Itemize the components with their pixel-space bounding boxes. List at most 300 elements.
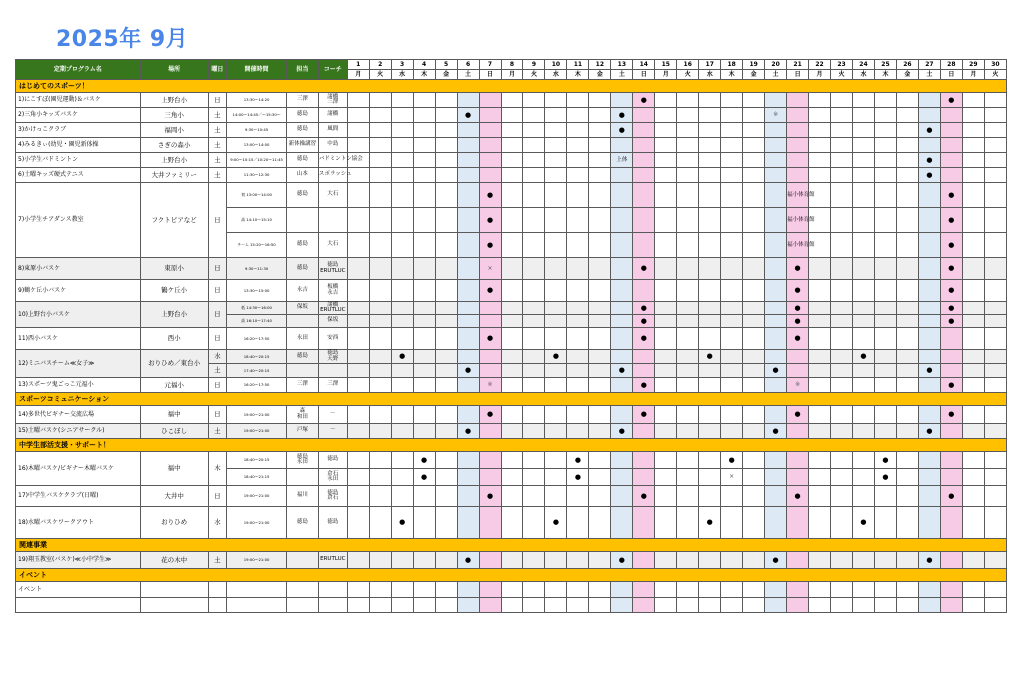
day-cell	[369, 258, 391, 280]
day-cell	[984, 168, 1006, 183]
day-cell	[699, 168, 721, 183]
day-cell	[831, 507, 853, 539]
day-cell	[501, 507, 523, 539]
session-dot: ●	[926, 125, 933, 134]
program-staff: 徳島	[286, 123, 318, 138]
day-cell	[962, 138, 984, 153]
program-coach: 倉石 永田	[318, 469, 347, 486]
day-cell	[501, 328, 523, 350]
day-cell	[918, 315, 940, 328]
program-name: 1)にこすぽ(園児運動)＆バスケ	[16, 93, 141, 108]
day-cell	[611, 350, 633, 364]
day-cell	[765, 123, 787, 138]
day-cell	[655, 93, 677, 108]
day-cell	[655, 123, 677, 138]
day-cell	[831, 168, 853, 183]
day-cell	[501, 168, 523, 183]
day-cell	[853, 350, 875, 364]
day-cell	[523, 108, 545, 123]
day-cell	[699, 93, 721, 108]
program-time: 16:20～17:50	[227, 328, 287, 350]
program-staff: 徳島	[286, 258, 318, 280]
day-cell	[523, 183, 545, 208]
day-cell	[435, 364, 457, 378]
day-cell	[831, 302, 853, 315]
program-weekday: 日	[208, 328, 227, 350]
day-cell	[435, 315, 457, 328]
day-cell	[457, 233, 479, 258]
day-cell	[457, 315, 479, 328]
day-cell	[787, 486, 809, 507]
day-cell	[369, 328, 391, 350]
day-cell	[567, 315, 589, 328]
session-dot: ●	[618, 125, 625, 134]
day-cell	[633, 364, 655, 378]
day-cell	[896, 258, 918, 280]
day-cell	[633, 406, 655, 424]
day-cell	[809, 153, 831, 168]
day-cell	[699, 598, 721, 613]
day-cell	[765, 598, 787, 613]
day-weekday: 日	[787, 70, 809, 80]
day-cell	[435, 486, 457, 507]
day-cell	[677, 406, 699, 424]
day-cell	[501, 452, 523, 469]
day-cell	[633, 486, 655, 507]
program-row	[16, 552, 1007, 569]
day-cell	[896, 552, 918, 569]
program-place: 西小	[140, 328, 208, 350]
day-cell	[369, 350, 391, 364]
day-cell	[853, 469, 875, 486]
cell-label: 福小体育館	[787, 191, 815, 198]
program-coach: 諸橋 ERUTLUC	[320, 301, 346, 313]
day-weekday: 土	[918, 70, 940, 80]
day-cell	[940, 598, 962, 613]
day-cell	[721, 328, 743, 350]
day-cell	[984, 93, 1006, 108]
program-row	[16, 350, 1007, 364]
day-cell	[413, 364, 435, 378]
program-coach: 大石	[318, 183, 347, 208]
day-cell	[369, 452, 391, 469]
day-cell	[567, 302, 589, 315]
day-cell	[940, 486, 962, 507]
day-weekday: 火	[984, 70, 1006, 80]
day-cell	[479, 424, 501, 439]
day-cell	[589, 364, 611, 378]
day-cell	[589, 93, 611, 108]
day-cell	[347, 582, 369, 598]
day-cell	[611, 378, 633, 393]
day-cell	[655, 582, 677, 598]
day-cell	[765, 350, 787, 364]
day-cell	[787, 183, 815, 208]
day-cell	[369, 208, 391, 233]
session-dot: ●	[640, 303, 647, 312]
day-cell	[655, 364, 677, 378]
program-weekday: 日	[208, 378, 227, 393]
day-cell	[589, 138, 611, 153]
day-cell	[809, 364, 831, 378]
day-cell	[765, 378, 787, 393]
session-dot: ●	[618, 555, 625, 564]
program-name: 9)鶴ケ丘小バスケ	[16, 280, 141, 302]
day-number: 3	[391, 60, 413, 70]
day-cell	[589, 452, 611, 469]
day-cell	[677, 424, 699, 439]
day-cell	[369, 233, 391, 258]
day-cell	[831, 123, 853, 138]
day-cell	[479, 598, 501, 613]
day-cell	[940, 424, 962, 439]
day-cell	[853, 364, 875, 378]
day-cell	[677, 507, 699, 539]
day-cell	[962, 507, 984, 539]
session-dot: ●	[464, 110, 472, 119]
day-cell	[391, 302, 413, 315]
day-cell	[809, 280, 831, 302]
header-time: 開催時間	[227, 60, 287, 80]
header-weekday: 曜日	[208, 60, 227, 80]
day-cell	[940, 378, 962, 393]
day-cell	[347, 406, 369, 424]
program-staff: 徳島	[286, 233, 318, 258]
day-cell	[721, 507, 743, 539]
day-cell	[896, 183, 918, 208]
day-number: 24	[853, 60, 875, 70]
program-time: 13:30～14:20	[227, 93, 287, 108]
day-cell	[853, 507, 875, 539]
day-cell	[831, 208, 853, 233]
session-dot: ●	[948, 491, 955, 500]
day-cell	[457, 452, 479, 469]
day-cell	[457, 280, 479, 302]
day-cell	[853, 108, 875, 123]
day-cell	[984, 208, 1006, 233]
day-cell	[918, 598, 940, 613]
day-cell	[369, 123, 391, 138]
day-cell	[567, 552, 589, 569]
day-cell	[479, 315, 501, 328]
day-cell	[655, 258, 677, 280]
day-cell	[874, 552, 896, 569]
day-cell	[391, 153, 413, 168]
day-cell	[413, 168, 435, 183]
day-cell	[347, 507, 369, 539]
day-cell	[787, 328, 809, 350]
day-cell	[589, 153, 611, 168]
day-cell	[655, 378, 677, 393]
day-cell	[677, 183, 699, 208]
day-cell	[809, 406, 831, 424]
day-cell	[589, 598, 611, 613]
program-row	[16, 406, 1007, 424]
day-cell	[809, 378, 831, 393]
program-time: 19:00～21:00	[227, 424, 287, 439]
day-cell	[918, 302, 940, 315]
day-cell	[347, 302, 369, 315]
section-header	[16, 80, 1007, 93]
day-cell	[391, 452, 413, 469]
day-cell	[765, 183, 787, 208]
day-cell	[721, 598, 743, 613]
day-cell	[611, 452, 633, 469]
day-cell	[567, 328, 589, 350]
day-cell	[699, 138, 721, 153]
program-weekday: 日	[208, 258, 227, 280]
day-cell	[347, 108, 369, 123]
session-dot: ●	[486, 190, 494, 199]
day-cell	[984, 350, 1006, 364]
day-cell	[765, 364, 787, 378]
program-row	[16, 183, 1007, 208]
day-cell	[391, 183, 413, 208]
program-time: チーム 15:20～16:50	[227, 233, 287, 258]
day-cell	[721, 364, 743, 378]
day-cell	[765, 424, 787, 439]
day-cell	[962, 598, 984, 613]
day-cell	[633, 552, 655, 569]
day-cell	[918, 364, 940, 378]
day-cell	[853, 93, 875, 108]
day-cell	[501, 424, 523, 439]
day-cell	[918, 452, 940, 469]
day-cell	[699, 552, 721, 569]
program-time: 18:40～21:15	[227, 469, 287, 486]
day-cell	[787, 258, 809, 280]
day-cell	[523, 208, 545, 233]
day-cell	[874, 280, 896, 302]
program-place: 福中	[140, 406, 208, 424]
program-weekday: 日	[208, 280, 227, 302]
day-cell	[633, 138, 655, 153]
day-cell	[589, 552, 611, 569]
day-cell	[347, 552, 369, 569]
day-cell	[479, 138, 501, 153]
day-cell	[721, 208, 743, 233]
day-cell	[611, 123, 633, 138]
day-cell	[853, 280, 875, 302]
day-cell	[699, 328, 721, 350]
day-cell	[984, 302, 1006, 315]
day-cell	[699, 208, 721, 233]
program-place: 三角小	[140, 108, 208, 123]
day-cell	[413, 302, 435, 315]
day-cell	[699, 153, 721, 168]
day-cell	[765, 93, 787, 108]
day-number: 4	[413, 60, 435, 70]
program-staff	[286, 469, 318, 486]
day-cell	[369, 153, 391, 168]
day-cell	[918, 183, 940, 208]
day-weekday: 日	[479, 70, 501, 80]
session-dot: ●	[486, 215, 494, 224]
day-cell	[743, 378, 765, 393]
day-weekday: 金	[743, 70, 765, 80]
program-weekday: 土	[208, 153, 227, 168]
day-cell	[347, 598, 369, 613]
day-cell	[479, 280, 501, 302]
day-cell	[721, 302, 743, 315]
day-cell	[874, 183, 896, 208]
day-cell	[896, 598, 918, 613]
program-time: 13:00～14:00	[227, 138, 287, 153]
day-cell	[391, 208, 413, 233]
day-cell	[347, 183, 369, 208]
day-cell	[413, 328, 435, 350]
day-cell	[435, 328, 457, 350]
day-cell	[413, 406, 435, 424]
day-cell	[787, 208, 815, 233]
day-cell	[743, 208, 765, 233]
day-cell	[984, 406, 1006, 424]
session-dot: ●	[926, 155, 933, 164]
day-cell	[545, 328, 567, 350]
program-coach: 徳島 天野	[318, 350, 347, 364]
day-cell	[984, 108, 1006, 123]
day-cell	[896, 315, 918, 328]
note-mark: ※	[773, 111, 779, 118]
day-cell	[369, 183, 391, 208]
day-cell	[853, 552, 875, 569]
program-weekday: 土	[208, 364, 227, 378]
day-cell	[413, 486, 435, 507]
day-cell	[699, 452, 721, 469]
day-cell	[479, 328, 501, 350]
day-cell	[962, 123, 984, 138]
day-cell	[655, 208, 677, 233]
day-cell	[853, 153, 875, 168]
day-cell	[787, 280, 809, 302]
day-cell	[633, 208, 655, 233]
program-name: 13)スポーツ鬼ごっこ元福小	[16, 378, 141, 393]
day-cell	[787, 582, 809, 598]
session-dot: ●	[618, 426, 625, 435]
day-cell	[523, 328, 545, 350]
note-mark: ※	[487, 381, 493, 388]
day-cell	[831, 469, 853, 486]
day-cell	[545, 183, 567, 208]
day-cell	[479, 406, 501, 424]
day-cell	[721, 486, 743, 507]
day-cell	[918, 328, 940, 350]
day-cell	[787, 424, 809, 439]
day-cell	[479, 183, 501, 208]
day-cell	[918, 424, 940, 439]
day-cell	[347, 280, 369, 302]
day-cell	[721, 406, 743, 424]
day-cell	[369, 406, 391, 424]
program-place	[140, 582, 208, 598]
program-coach: 三澤	[318, 378, 347, 393]
program-place: フクトピアなど	[140, 183, 208, 258]
day-cell	[369, 138, 391, 153]
day-cell	[655, 552, 677, 569]
day-weekday: 水	[545, 70, 567, 80]
day-number: 13	[611, 60, 633, 70]
day-cell	[677, 315, 699, 328]
day-cell	[347, 258, 369, 280]
day-cell	[918, 93, 940, 108]
day-cell	[940, 507, 962, 539]
day-cell	[809, 469, 831, 486]
program-staff: 徳島	[286, 183, 318, 208]
day-cell	[479, 469, 501, 486]
day-cell	[699, 350, 721, 364]
day-cell	[501, 93, 523, 108]
day-cell	[677, 582, 699, 598]
day-cell	[523, 424, 545, 439]
day-cell	[984, 582, 1006, 598]
program-staff	[286, 364, 318, 378]
day-cell	[523, 507, 545, 539]
day-cell	[721, 183, 743, 208]
day-cell	[391, 582, 413, 598]
day-cell	[501, 315, 523, 328]
program-coach: 諸橋	[318, 108, 347, 123]
program-staff	[286, 315, 318, 328]
day-cell	[721, 424, 743, 439]
day-cell	[809, 552, 831, 569]
day-cell	[589, 233, 611, 258]
day-number: 22	[809, 60, 831, 70]
day-cell	[567, 469, 589, 486]
session-dot: ●	[948, 95, 955, 104]
day-cell	[567, 280, 589, 302]
program-name: 16)木曜バスケ/ビギナー木曜バスケ	[16, 452, 141, 486]
session-dot: ●	[794, 286, 801, 294]
day-cell	[787, 552, 809, 569]
day-cell	[633, 280, 655, 302]
day-cell	[611, 233, 633, 258]
day-cell	[655, 315, 677, 328]
day-cell	[896, 582, 918, 598]
program-weekday: 水	[208, 350, 227, 364]
day-cell	[589, 315, 611, 328]
day-cell	[479, 93, 501, 108]
day-cell	[589, 406, 611, 424]
day-cell	[611, 138, 633, 153]
day-cell	[589, 280, 611, 302]
day-cell	[435, 469, 457, 486]
program-staff: 森 和田	[286, 406, 318, 424]
program-staff: 徳島	[286, 153, 318, 168]
day-cell	[435, 183, 457, 208]
section-title: 関連事業	[16, 539, 1007, 552]
day-cell	[413, 378, 435, 393]
day-cell	[545, 507, 567, 539]
day-cell	[787, 233, 815, 258]
day-cell	[655, 183, 677, 208]
day-cell	[940, 108, 962, 123]
day-cell	[633, 452, 655, 469]
day-weekday: 木	[721, 70, 743, 80]
program-name: 5)小学生バドミントン	[16, 153, 141, 168]
day-cell	[435, 302, 457, 315]
day-cell	[677, 258, 699, 280]
day-cell	[501, 258, 523, 280]
day-cell	[721, 280, 743, 302]
day-cell	[896, 302, 918, 315]
day-cell	[589, 378, 611, 393]
program-coach: 徳島	[318, 507, 347, 539]
day-cell	[853, 168, 875, 183]
day-cell	[743, 280, 765, 302]
day-cell	[413, 153, 435, 168]
day-cell	[787, 507, 809, 539]
day-cell	[369, 302, 391, 315]
